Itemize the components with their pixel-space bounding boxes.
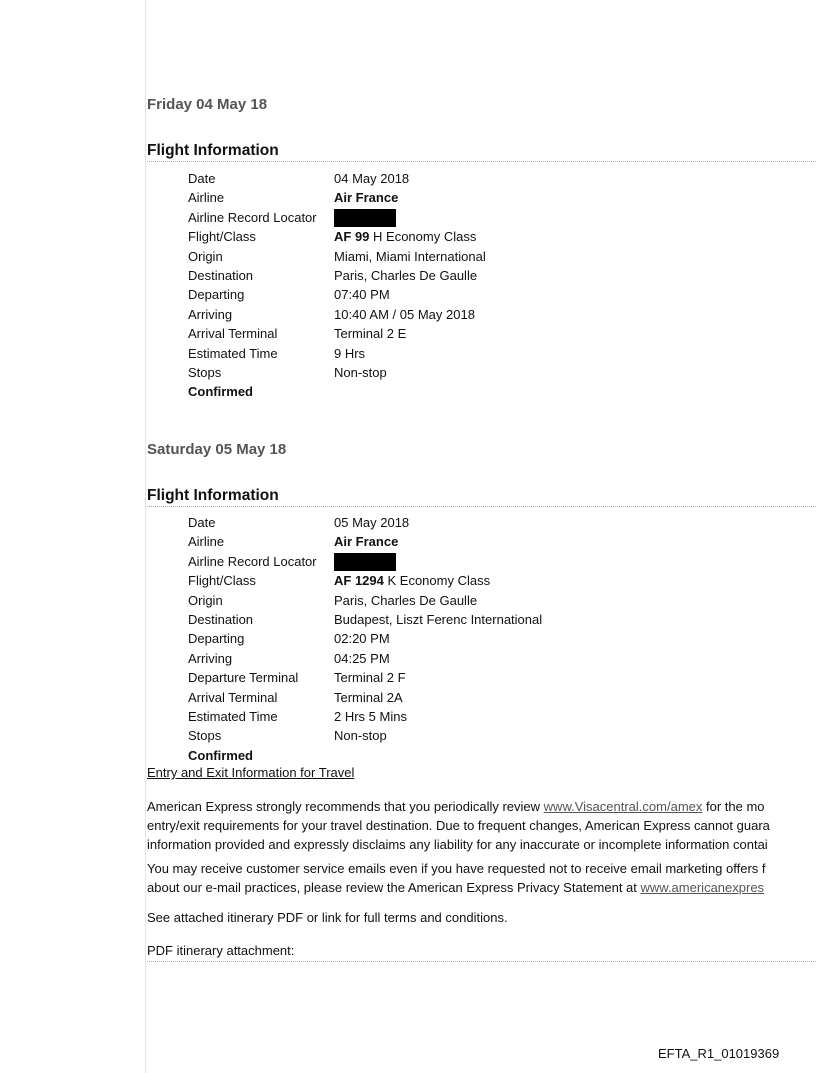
record-locator-value [334,208,396,227]
visa-advisory-line-1 [147,797,816,816]
detail-label: Estimated Time [188,708,278,724]
detail-label: Stops [188,728,222,744]
redaction-box [334,553,396,571]
detail-value: 04 May 2018 [334,171,410,186]
redaction-box [334,209,396,227]
email-notice-paragraph [147,859,816,897]
document-id: EFTA_R1_01019369 [658,1046,780,1061]
segment-1-day-heading: Friday 04 May 18 [147,96,268,113]
detail-label: Destination [188,611,254,627]
detail-value: Miami, Miami International [334,248,486,264]
detail-label: Airline [188,190,225,206]
text-span: about our e-mail practices, please review the American Express Privacy Statement at [147,880,641,895]
segment-2-day-heading: Saturday 05 May 18 [147,441,287,458]
flight-class-value [334,227,476,246]
flight-class-value [334,571,490,590]
visa-advisory-line-3: information provided and expressly disclaims any liability for any inaccurate or incomplete information contai [147,837,768,852]
detail-label: Airline Record Locator [188,553,317,569]
record-locator-value [334,552,396,571]
detail-value: Terminal 2A [334,689,403,705]
pdf-attachment-label: PDF itinerary attachment: [147,941,816,962]
detail-value: 9 Hrs [334,345,366,361]
status-confirmed: Confirmed [188,747,253,763]
detail-value: 10:40 AM / 05 May 2018 [334,306,475,322]
detail-label: Estimated Time [188,345,278,361]
detail-label: Departure Terminal [188,670,299,686]
entry-exit-info-link[interactable]: Entry and Exit Information for Travel [147,765,355,780]
flight-number: AF 1294 [334,573,384,589]
detail-label: Departing [188,631,245,647]
detail-label: Date [188,515,216,530]
fare-class: K Economy Class [383,573,491,589]
detail-value: 07:40 PM [334,287,390,303]
detail-value: 2 Hrs 5 Mins [334,708,407,724]
text-span: American Express strongly recommends that you periodically review [147,799,544,814]
detail-value: Non-stop [334,728,387,744]
flight-number: AF 99 [334,229,370,245]
text-span: for the mo [702,799,765,814]
detail-label: Flight/Class [188,573,256,589]
fare-class: H Economy Class [369,229,477,245]
detail-value: Terminal 2 E [334,326,407,342]
status-confirmed: Confirmed [188,384,253,400]
detail-label: Origin [188,248,223,264]
airline-name: Air France [334,534,399,550]
detail-label: Arriving [188,306,233,322]
detail-label: Flight/Class [188,229,256,245]
email-notice-line-1: You may receive customer service emails even if you have requested not to receive email marketing offers f [147,861,766,876]
detail-value: Paris, Charles De Gaulle [334,267,478,283]
detail-value: Terminal 2 F [334,670,406,686]
detail-label: Departing [188,287,245,303]
detail-value: 05 May 2018 [334,515,410,530]
detail-value: 04:25 PM [334,650,390,666]
terms-note: See attached itinerary PDF or link for full terms and conditions. [147,910,508,925]
detail-label: Arrival Terminal [188,689,278,705]
segment-2-flight-info-heading: Flight Information [147,487,816,507]
detail-label: Arriving [188,650,233,666]
detail-value: Non-stop [334,364,387,380]
airline-name: Air France [334,190,399,206]
detail-label: Airline [188,534,225,550]
privacy-statement-link[interactable]: www.americanexpres [640,880,765,895]
detail-label: Arrival Terminal [188,326,278,342]
detail-value: Paris, Charles De Gaulle [334,592,478,608]
detail-value: 02:20 PM [334,631,390,647]
detail-label: Destination [188,267,254,283]
email-notice-line-2 [147,878,816,897]
detail-label: Airline Record Locator [188,209,317,225]
detail-value: Budapest, Liszt Ferenc International [334,611,543,627]
segment-1-flight-info-heading: Flight Information [147,142,816,162]
detail-label: Stops [188,364,222,380]
visa-advisory-line-2: entry/exit requirements for your travel destination. Due to frequent changes, American Express cannot guara [147,818,770,833]
detail-label: Date [188,171,216,186]
visa-advisory-paragraph [147,797,816,854]
visacentral-link[interactable]: www.Visacentral.com/amex [543,799,703,814]
detail-label: Origin [188,592,223,608]
